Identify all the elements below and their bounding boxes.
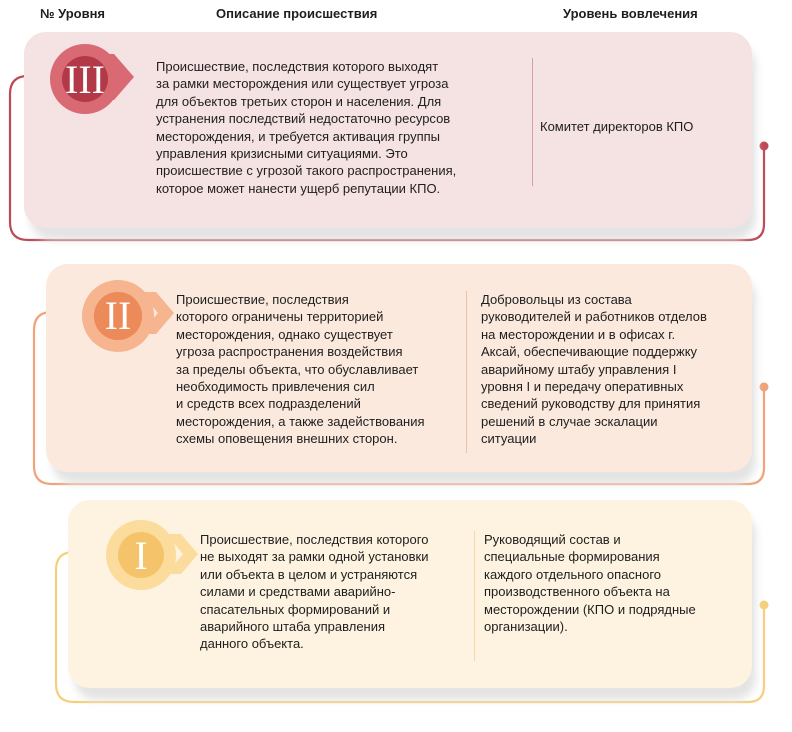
level-1-description: Происшествие, последствия которого не выходят за рамки одной установки или объекта в целом и устраняются силами и средствами аварийно- спасательных формирований и аварийного штаба управления данного объекта. (200, 532, 429, 652)
level-2-numeral: II (104, 293, 132, 339)
level-1-badge (106, 520, 176, 590)
connector-dot-level-3 (760, 142, 769, 151)
level-3-badge (50, 44, 120, 114)
header-involvement: Уровень вовлечения (563, 6, 698, 21)
level-3-involvement: Комитет директоров КПО (540, 119, 694, 134)
header-description: Описание происшествия (216, 6, 378, 21)
level-2-description: Происшествие, последствия которого ограничены территорией месторождения, однако существует угроза распространения воздействия за пределы объекта, что обуславливает необходимость привлечения сил и средств всех подразделений месторождения, а также задействования схемы оповещения внешних сторон. (176, 292, 425, 447)
connector-dot-level-1 (760, 601, 769, 610)
connector-dot-level-2 (760, 383, 769, 392)
level-3-divider (532, 58, 533, 186)
level-3-description: Происшествие, последствия которого выходят за рамки месторождения или существует угроза для объектов третьих сторон и населения. Для устранения последствий недостаточно ресурсов месторождения, и требуется активация группы управления кризисными ситуациями. Это происшествие с угрозой такого распространения, которое может нанести ущерб репутации КПО. (156, 59, 457, 196)
level-2-divider (466, 291, 467, 453)
level-2-badge (82, 280, 154, 352)
level-1-involvement: Руководящий состав и специальные формирования каждого отдельного опасного производственного объекта на месторождении (КПО и подрядные организации). (484, 532, 696, 635)
level-2-involvement: Добровольцы из состава руководителей и работников отделов на месторождении и в офисах г. Аксай, обеспечивающие поддержку аварийному штабу управления I уровня I и передачу оперативных сведений руководству для принятия решений в случае эскалации ситуации (481, 292, 707, 447)
level-3-numeral: III (65, 56, 105, 102)
header-level: № Уровня (40, 6, 106, 21)
level-1-divider (474, 531, 475, 661)
level-1-numeral: I (134, 532, 148, 578)
